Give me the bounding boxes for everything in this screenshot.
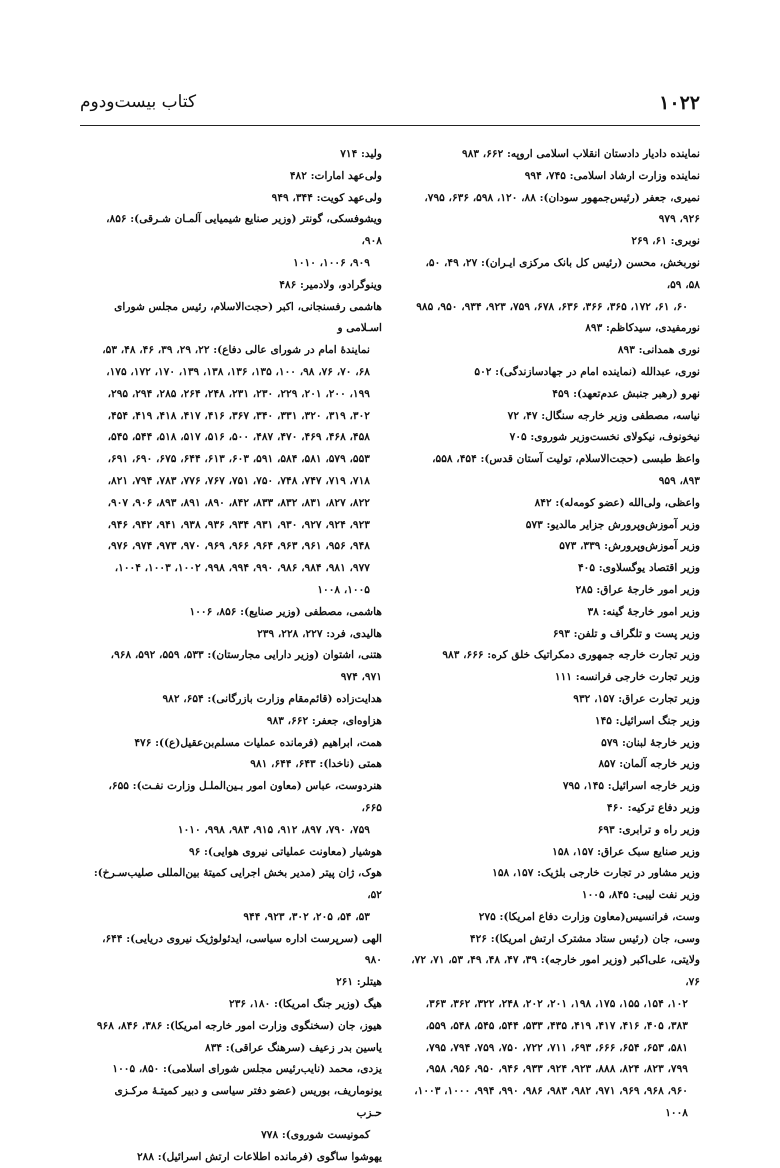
index-entry-text: وزیر آموزش‌وپرورش: ۳۳۹، ۵۷۳	[559, 540, 700, 553]
index-entry-text: نوربخش، محسن (رئیس کل بانک مرکزی ایـران): ۲۷، ۴۹، ۵۰، ۵۸، ۵۹،	[425, 256, 700, 291]
page-number: ۱۰۲۲	[659, 92, 700, 114]
index-entry-text: ولی‌عهد کویت: ۳۴۴، ۹۴۹	[271, 191, 382, 204]
index-entry	[90, 994, 382, 1016]
index-entry-text: یاسین بدر زعیف (سرهنگ عراقی): ۸۳۴	[205, 1041, 382, 1054]
index-entry-text: هزاوه‌ای، جعفر: ۶۶۲، ۹۸۳	[266, 714, 382, 727]
index-entry-text: وزیر صنایع سبک عراق: ۱۵۷، ۱۵۸	[552, 845, 700, 858]
index-entry-text: نمیری، جعفر (رئیس‌جمهور سودان): ۸۸، ۱۲۰، ۵۹۸، ۶۳۶، ۷۹۵، ۹۲۶، ۹۷۹	[424, 191, 700, 226]
index-entry-text: یزدی، محمد (نایب‌رئیس مجلس شورای اسلامی): ۸۵۰، ۱۰۰۵	[112, 1063, 382, 1076]
index-entry	[90, 166, 382, 188]
index-entry	[410, 885, 700, 907]
index-entry	[90, 929, 382, 973]
index-entry	[90, 1016, 382, 1038]
index-entry-text: هاشمی رفسنجانی، اکبر (حجت‌الاسلام، رئیس مجلس شورای اسـلامی و	[114, 300, 382, 335]
index-entry	[90, 645, 382, 689]
index-entry	[410, 493, 700, 515]
index-entry-continuation: ۶۰، ۶۱، ۱۷۲، ۳۶۵، ۳۶۶، ۶۳۶، ۶۷۸، ۷۵۹، ۹۲۳، ۹۳۴، ۹۵۰، ۹۸۵	[416, 300, 688, 313]
page-header	[80, 92, 700, 122]
index-entry	[410, 427, 700, 449]
index-entry	[90, 297, 382, 602]
index-entry-text: وزیر تجارت خارجی فرانسه: ۱۱۱	[554, 671, 700, 684]
index-entry-text: ولایتی، علی‌اکبر (وزیر امور خارجه): ۳۹، ۴۷، ۴۸، ۴۹، ۵۳، ۷۱، ۷۲، ۷۶،	[411, 954, 700, 989]
index-entry	[90, 624, 382, 646]
index-entry	[410, 776, 700, 798]
index-entry-text: نیخونوف، نیکولای نخست‌وزیر شوروی: ۷۰۵	[509, 431, 700, 444]
index-entry-text: وزیر اقتصاد یوگسلاوی: ۴۰۵	[577, 562, 700, 575]
index-column-right	[410, 144, 700, 1125]
index-entry-text: وزیر نفت لیبی: ۸۴۵، ۱۰۰۵	[581, 889, 700, 902]
index-entry-text: وزیر تجارت خارجه جمهوری دمکراتیک خلق کره: ۶۶۶، ۹۸۳	[442, 649, 700, 662]
index-entry	[90, 1081, 382, 1146]
index-entry	[410, 754, 700, 776]
index-entry-text: وزیر مشاور در تجارت خارجی بلژیک: ۱۵۷، ۱۵۸	[492, 867, 700, 880]
index-entry-text: وزیر تجارت عراق: ۱۵۷، ۹۳۲	[573, 692, 700, 705]
index-entry-text: واعظ طبسی (حجت‌الاسلام، تولیت آستان قدس): ۴۵۴، ۵۵۸، ۸۹۳، ۹۵۹	[432, 453, 700, 487]
index-entry	[90, 1059, 382, 1081]
index-entry	[410, 362, 700, 384]
index-entry	[410, 689, 700, 711]
index-entry-text: ولی‌عهد امارات: ۴۸۲	[289, 169, 382, 182]
index-entry-text: الهی (سرپرست اداره سیاسی، ایدئولوژیک نیروی دریایی): ۶۴۴، ۹۸۰	[102, 932, 382, 967]
index-entry	[90, 711, 382, 733]
index-entry-text: نیاسه، مصطفی وزیر خارجه سنگال: ۴۷، ۷۲	[507, 409, 700, 422]
index-entry-text: وزیر آموزش‌وپرورش جزایر مالدیو: ۵۷۳	[525, 518, 700, 531]
index-entry-text: وزیر راه و ترابری: ۶۹۳	[597, 823, 700, 836]
index-entry	[90, 1147, 382, 1168]
index-entry	[90, 776, 382, 841]
index-entry	[410, 798, 700, 820]
index-entry-text: وزیر دفاع ترکیه: ۴۶۰	[606, 801, 700, 814]
index-entry	[410, 580, 700, 602]
index-entry-text: یهوشوا ساگوی (فرمانده اطلاعات ارتش اسرائیل): ۲۸۸	[136, 1150, 382, 1163]
index-entry-text: هالیدی، فرد: ۲۲۷، ۲۲۸، ۲۳۹	[257, 627, 382, 640]
index-entry	[90, 1038, 382, 1060]
index-entry-continuation: ۵۳، ۵۴، ۲۰۵، ۳۰۲، ۹۲۳، ۹۴۴	[243, 910, 370, 923]
index-entry	[410, 449, 700, 493]
index-entry	[90, 602, 382, 624]
index-entry-text: هوشیار (معاونت عملیاتی نیروی هوایی): ۹۶	[188, 845, 382, 858]
index-entry-text: ولید: ۷۱۴	[340, 148, 382, 160]
index-entry	[410, 624, 700, 646]
index-entry	[410, 558, 700, 580]
index-entry	[410, 711, 700, 733]
index-entry	[410, 188, 700, 232]
index-entry	[90, 144, 382, 166]
index-entry	[410, 950, 700, 1124]
header-rule	[80, 125, 700, 126]
index-entry-text: وینوگرادو، ولادمیر: ۴۸۶	[279, 278, 382, 291]
index-entry	[410, 929, 700, 951]
index-entry	[410, 733, 700, 755]
index-entry-text: نهرو (رهبر جنبش عدم‌تعهد): ۴۵۹	[552, 387, 700, 400]
index-entry	[410, 842, 700, 864]
index-entry	[410, 820, 700, 842]
index-entry-text: هنردوست، عباس (معاون امور بـین‌الملـل وزارت نفـت): ۶۵۵، ۶۶۵،	[108, 780, 382, 814]
index-entry	[410, 667, 700, 689]
index-entry-text: یونوماریف، بوریس (عضو دفتر سیاسی و دبیر کمیتـهٔ مرکـزی حـزب	[114, 1085, 382, 1120]
index-entry	[410, 231, 700, 253]
index-column-left	[90, 144, 382, 1168]
running-title: کتاب بیست‌ودوم	[80, 92, 197, 112]
index-entry-text: هیوز، جان (سخنگوی وزارت امور خارجه امریکا): ۳۸۶، ۸۴۶، ۹۶۸	[96, 1019, 382, 1032]
index-entry-text: نماینده وزارت ارشاد اسلامی: ۷۴۵، ۹۹۴	[524, 169, 700, 182]
index-entry-text: نورمفیدی، سیدکاظم: ۸۹۳	[585, 322, 700, 335]
index-entry	[90, 863, 382, 928]
index-entry	[90, 842, 382, 864]
index-entry	[90, 275, 382, 297]
index-entry	[90, 972, 382, 994]
index-entry-text: وست، فرانسیس(معاون وزارت دفاع امریکا): ۲۷۵	[478, 910, 700, 923]
index-entry-text: هیتلر: ۲۶۱	[335, 976, 382, 989]
index-entry-text: واعظی، ولی‌الله (عضو کومه‌له): ۸۴۲	[534, 496, 700, 509]
index-entry-text: نوری، عبدالله (نماینده امام در جهادسازندگی): ۵۰۲	[474, 365, 700, 378]
index-entry-text: همتی (ناخدا): ۶۴۳، ۶۴۴، ۹۸۱	[250, 758, 382, 771]
index-entry	[90, 209, 382, 274]
index-entry-text: نوبری: ۶۱، ۲۶۹	[631, 235, 700, 248]
index-entry	[90, 689, 382, 711]
index-entry-text: وزیر جنگ اسرائیل: ۱۴۵	[594, 714, 700, 727]
index-entry	[410, 863, 700, 885]
index-entry-text: هتنی، اشتوان (وزیر دارایی مجارستان): ۵۳۳، ۵۵۹، ۵۹۲، ۹۶۸، ۹۷۱، ۹۷۴	[110, 649, 382, 684]
index-entry-text: وزیر امور خارجهٔ عراق: ۲۸۵	[575, 583, 700, 596]
index-entry-text: هاشمی، مصطفی (وزیر صنایع): ۸۵۶، ۱۰۰۶	[189, 605, 382, 618]
index-entry-text: وزیر پست و تلگراف و تلفن: ۶۹۳	[552, 627, 700, 640]
index-entry	[410, 536, 700, 558]
index-entry-continuation: نمایندهٔ امام در شورای عالی دفاع): ۲۲، ۲۹، ۳۹، ۴۶، ۴۸، ۵۳، ۶۸، ۷۰، ۷۶، ۹۸، ۱۰۰، ۱۳۵، ۱۳۶، ۱۳۸، ۱۳۹، ۱۷۰، ۱۷۲، ۱۷۵، ۱۹۹، ۲۰۰، ۲۰۱، ۲۲۹، ۲۳۰، ۲۳۱، ۲۴۸، ۲۶۴، ۲۸۵، ۲۹۴، ۲۹۵، ۳۰۲، ۳۱۹، ۳۲۰، ۳۳۱، ۳۴۰، ۳۶۷، ۴۱۶، ۴۱۷، ۴۱۸، ۴۱۹، ۴۵۴، ۴۵۸، ۴۶۸، ۴۶۹، ۴۷۰، ۴۸۷، ۵۰۰، ۵۱۶، ۵۱۷، ۵۱۸، ۵۴۴، ۵۴۵، ۵۵۳، ۵۷۹، ۵۸۱، ۵۸۴، ۵۹۱، ۶۰۳، ۶۱۳، ۶۴۴، ۶۷۵، ۶۹۰، ۶۹۱، ۷۱۸، ۷۱۹، ۷۴۷، ۷۴۸، ۷۵۰، ۷۵۱، ۷۶۷، ۷۷۶، ۷۸۳، ۷۹۴، ۸۲۱، ۸۲۲، ۸۲۷، ۸۳۱، ۸۳۲، ۸۳۳، ۸۴۲، ۸۹۰، ۸۹۱، ۸۹۳، ۹۰۶، ۹۰۷، ۹۲۳، ۹۲۴، ۹۲۷، ۹۳۰، ۹۳۱، ۹۳۴، ۹۳۶، ۹۳۸، ۹۴۱، ۹۴۲، ۹۴۶، ۹۴۸، ۹۵۶، ۹۶۱، ۹۶۳، ۹۶۴، ۹۶۶، ۹۶۹، ۹۷۰، ۹۷۳، ۹۷۴، ۹۷۶، ۹۷۷، ۹۸۱، ۹۸۴، ۹۸۶، ۹۹۰، ۹۹۴، ۹۹۸، ۱۰۰۲، ۱۰۰۳، ۱۰۰۴، ۱۰۰۵، ۱۰۰۸	[102, 344, 370, 596]
index-entry-text: وسی، جان (رئیس ستاد مشترک ارتش امریکا): ۴۲۶	[469, 932, 700, 945]
index-entry-text: وزیر امور خارجهٔ گینه: ۳۸	[587, 605, 700, 618]
index-entry-text: هوک، ژان پیتر (مدیر بخش اجرایی کمیتهٔ بین‌المللی صلیب‌سـرخ): ۵۲،	[93, 867, 382, 902]
index-entry-text: نماینده دادیار دادستان انقلاب اسلامی اروپه: ۶۶۲، ۹۸۳	[462, 148, 700, 160]
index-entry	[410, 340, 700, 362]
index-entry-continuation: ۹۰۹، ۱۰۰۶، ۱۰۱۰	[293, 256, 370, 269]
index-entry	[410, 318, 700, 340]
index-entry-text: همت، ابراهیم (فرمانده عملیات مسلم‌بن‌عقیل(ع)): ۴۷۶	[134, 736, 382, 749]
index-entry	[410, 144, 700, 166]
index-entry	[410, 166, 700, 188]
index-entry	[410, 602, 700, 624]
index-entry	[90, 188, 382, 210]
index-entry	[410, 515, 700, 537]
index-entry	[90, 733, 382, 755]
index-entry-text: نوری همدانی: ۸۹۳	[617, 344, 700, 357]
index-entry	[410, 384, 700, 406]
index-entry-text: وزیر خارجهٔ لبنان: ۵۷۹	[601, 736, 700, 749]
index-entry-text: هدایت‌زاده (قائم‌مقام وزارت بازرگانی): ۶۵۴، ۹۸۲	[162, 692, 382, 705]
index-entry	[90, 754, 382, 776]
index-entry-continuation: کمونیست شوروی): ۷۷۸	[261, 1128, 370, 1141]
index-entry-text: هیگ (وزیر جنگ امریکا): ۱۸۰، ۲۳۶	[229, 998, 382, 1011]
index-entry-continuation: ۷۵۹، ۷۹۰، ۸۹۷، ۹۱۲، ۹۱۵، ۹۸۳، ۹۹۸، ۱۰۱۰	[177, 823, 370, 836]
index-entry	[410, 253, 700, 318]
index-entry-text: وزیر خارجه آلمان: ۸۵۷	[598, 758, 700, 771]
index-entry	[410, 406, 700, 428]
index-entry-text: وزیر خارجه اسرائیل: ۱۴۵، ۷۹۵	[562, 780, 700, 793]
index-entry-text: ویشوفسکی، گونتر (وزیر صنایع شیمیایی آلمـان شـرقی): ۸۵۶، ۹۰۸،	[106, 213, 382, 248]
index-entry	[410, 645, 700, 667]
index-entry-continuation: ۱۰۲، ۱۵۴، ۱۵۵، ۱۷۵، ۱۹۸، ۲۰۱، ۲۰۲، ۲۴۸، ۳۲۲، ۳۶۲، ۳۶۳، ۳۸۳، ۴۰۵، ۴۱۶، ۴۱۷، ۴۱۹، ۴۳۵، ۵۳۳، ۵۴۴، ۵۴۵، ۵۴۸، ۵۵۹، ۵۸۱، ۶۵۳، ۶۵۴، ۶۶۶، ۶۹۳، ۷۱۱، ۷۲۲، ۷۵۰، ۷۵۹، ۷۹۴، ۷۹۵، ۷۹۹، ۸۲۳، ۸۲۴، ۸۸۸، ۹۲۳، ۹۲۴، ۹۳۳، ۹۴۶، ۹۵۰، ۹۵۶، ۹۵۸، ۹۶۰، ۹۶۸، ۹۶۹، ۹۷۱، ۹۸۲، ۹۸۳، ۹۸۶، ۹۹۰، ۹۹۴، ۱۰۰۰، ۱۰۰۳، ۱۰۰۸	[414, 998, 688, 1120]
index-entry	[410, 907, 700, 929]
